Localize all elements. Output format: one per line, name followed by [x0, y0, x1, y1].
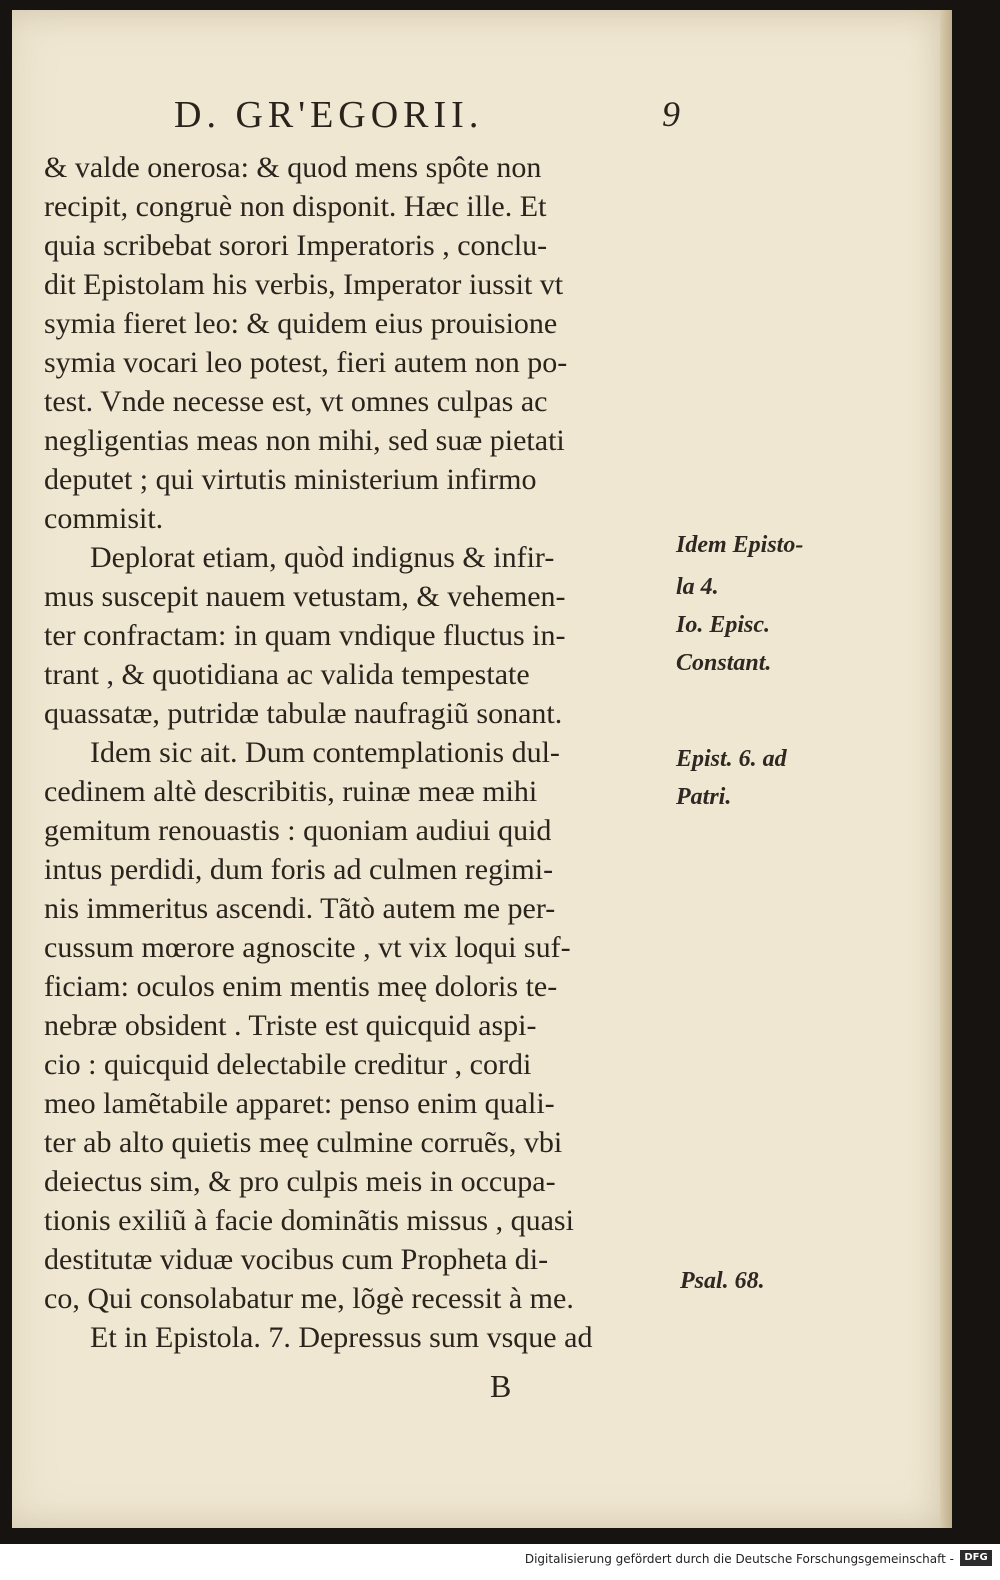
- text-line: ficiam: oculos enim mentis meę doloris te-: [44, 970, 558, 1003]
- margin-note: Constant.: [676, 650, 772, 676]
- margin-note: la 4.: [676, 574, 719, 600]
- text-line: meo lamẽtabile apparet: penso enim quali-: [44, 1087, 555, 1120]
- text-line: Et in Epistola. 7. Depressus sum vsque ad: [90, 1321, 593, 1354]
- text-line: symia fieret leo: & quidem eius prouisione: [44, 307, 558, 340]
- catchword: B: [490, 1368, 512, 1404]
- text-line: test. Vnde necesse est, vt omnes culpas ac: [44, 385, 548, 418]
- page-edge: [940, 10, 952, 1528]
- text-line: ter confractam: in quam vndique fluctus in-: [44, 619, 566, 652]
- margin-note: Patri.: [676, 784, 732, 810]
- text-line: destitutæ viduæ vocibus cum Propheta di-: [44, 1243, 549, 1276]
- text-line: nebræ obsident . Triste est quicquid aspi-: [44, 1009, 537, 1042]
- margin-note: Io. Episc.: [676, 612, 771, 638]
- text-line: quia scribebat sorori Imperatoris , conclu-: [44, 229, 548, 262]
- text-line: mus suscepit nauem vetustam, & vehemen-: [44, 580, 566, 613]
- running-header: [160, 93, 700, 143]
- text-line: cussum mœrore agnoscite , vt vix loqui suf-: [44, 931, 571, 964]
- text-line: & valde onerosa: & quod mens spôte non: [44, 151, 542, 184]
- text-line: commisit.: [44, 502, 164, 535]
- text-line: intus perdidi, dum foris ad culmen regimi-: [44, 853, 554, 886]
- text-line: tionis exiliũ à facie dominãtis missus , quasi: [44, 1204, 574, 1237]
- text-line: deputet ; qui virtutis ministerium infirmo: [44, 463, 537, 496]
- text-line: Deplorat etiam, quòd indignus & infir-: [90, 541, 555, 574]
- text-line: trant , & quotidiana ac valida tempestate: [44, 658, 530, 691]
- text-line: co, Qui consolabatur me, lõgè recessit à me.: [44, 1282, 574, 1315]
- text-line: nis immeritus ascendi. Tãtò autem me per-: [44, 892, 556, 925]
- margin-note: Psal. 68.: [680, 1268, 765, 1294]
- text-line: Idem sic ait. Dum contemplationis dul-: [90, 736, 560, 769]
- text-line: symia vocari leo potest, fieri autem non po-: [44, 346, 568, 379]
- text-line: negligentias meas non mihi, sed suæ pietati: [44, 424, 565, 457]
- text-line: cedinem altè describitis, ruinæ meæ mihi: [44, 775, 538, 808]
- text-line: deiectus sim, & pro culpis meis in occupa-: [44, 1165, 556, 1198]
- text-line: dit Epistolam his verbis, Imperator iussit vt: [44, 268, 564, 301]
- page-number: 9: [662, 94, 680, 134]
- footer-credit: Digitalisierung gefördert durch die Deutsche Forschungsgemeinschaft -: [524, 1552, 954, 1566]
- text-line: recipit, congruè non disponit. Hæc ille. Et: [44, 190, 547, 223]
- margin-note: Epist. 6. ad: [676, 746, 787, 772]
- header-title: D. GR'EGORII.: [174, 94, 484, 136]
- dfg-logo: DFG: [960, 1550, 992, 1566]
- margin-note: Idem Episto-: [676, 532, 804, 558]
- text-line: cio : quicquid delectabile creditur , cordi: [44, 1048, 532, 1081]
- text-line: gemitum renouastis : quoniam audiui quid: [44, 814, 552, 847]
- main-text-block: [44, 148, 664, 1357]
- text-line: quassatæ, putridæ tabulæ naufragiũ sonant.: [44, 697, 563, 730]
- text-line: ter ab alto quietis meę culmine corruẽs, vbi: [44, 1126, 563, 1159]
